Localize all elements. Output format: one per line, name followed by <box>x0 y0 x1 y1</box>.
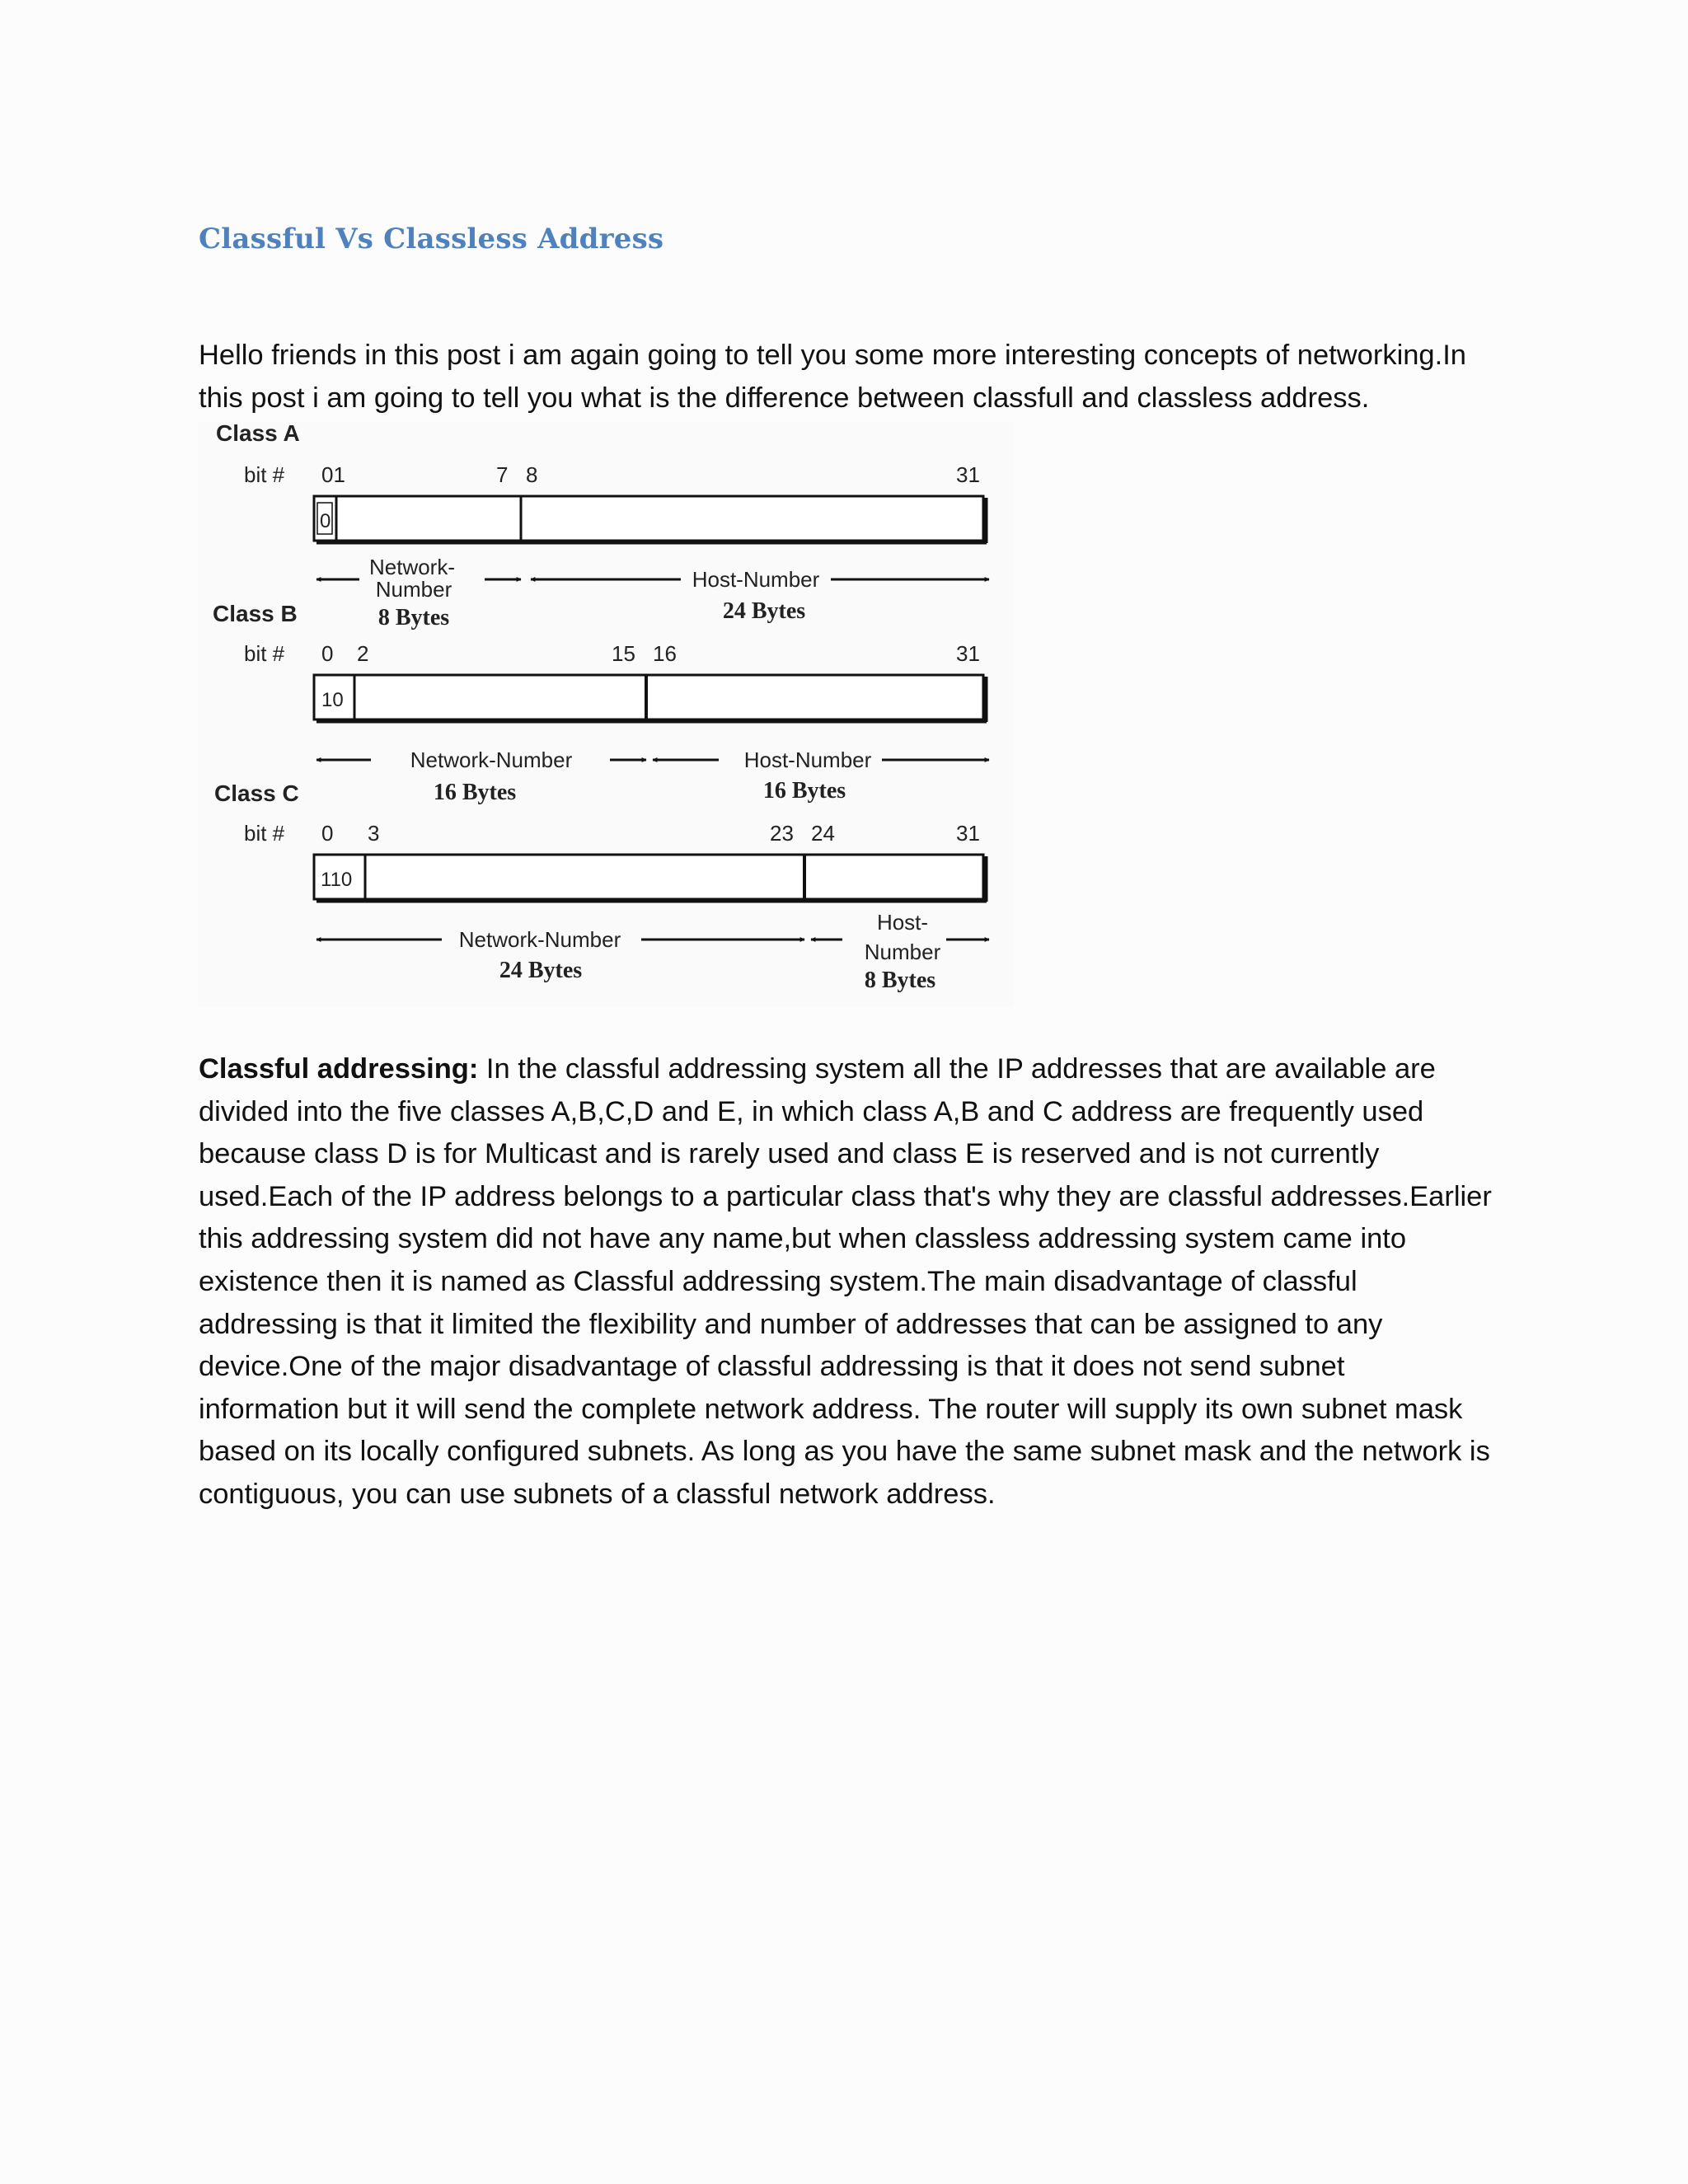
class-a-network-label-1: Network- <box>368 555 456 579</box>
ip-class-diagram <box>198 422 1014 1007</box>
class-b-bit-0: 0 <box>321 641 334 666</box>
class-c-host-bytes: 8 Bytes <box>864 968 936 993</box>
class-c-group <box>214 780 989 993</box>
class-a-bit-7: 7 <box>496 462 509 487</box>
class-b-network-label: Network-Number <box>410 748 573 772</box>
class-b-prefix: 10 <box>321 689 344 711</box>
class-a-host-bytes: 24 Bytes <box>722 598 806 624</box>
class-a-network-label-2: Number <box>375 577 452 602</box>
class-c-bit-3: 3 <box>368 821 380 846</box>
classful-paragraph <box>199 1048 1493 1516</box>
class-b-host-bytes: 16 Bytes <box>762 778 846 804</box>
class-b-bit-16: 16 <box>653 641 677 666</box>
class-c-host-label-1: Host- <box>876 910 929 935</box>
class-c-bit-23: 23 <box>770 821 794 846</box>
class-c-label: Class C <box>214 780 299 806</box>
document-title: Classful Vs Classless Address <box>199 223 664 255</box>
class-a-bit-label: bit # <box>244 462 285 487</box>
class-c-address-box <box>314 855 983 899</box>
class-a-label: Class A <box>216 422 300 446</box>
class-b-network-bytes: 16 Bytes <box>433 780 517 805</box>
class-c-network-bytes: 24 Bytes <box>499 958 583 983</box>
class-b-bit-31: 31 <box>956 641 980 666</box>
class-b-bit-label: bit # <box>244 641 285 666</box>
class-b-group <box>213 601 989 805</box>
class-a-host-label: Host-Number <box>692 567 820 592</box>
intro-paragraph: Hello friends in this post i am again going to tell you some more interesting concepts of networking.In this post i am going to tell you what is the difference between classfull and classless address. <box>199 340 1466 414</box>
class-a-prefix: 0 <box>320 510 331 532</box>
class-c-bit-31: 31 <box>956 821 980 846</box>
class-a-group <box>216 422 989 630</box>
class-c-network-label: Network-Number <box>458 927 621 952</box>
class-c-bit-0: 0 <box>321 821 334 846</box>
class-c-bit-label: bit # <box>244 821 285 846</box>
class-b-host-label: Host-Number <box>743 748 872 772</box>
class-a-bit-31: 31 <box>956 462 980 487</box>
classful-term: Classful addressing: <box>199 1053 479 1085</box>
class-b-label: Class B <box>213 601 298 626</box>
class-a-network-bytes: 8 Bytes <box>377 605 450 630</box>
class-b-bit-15: 15 <box>612 641 635 666</box>
class-a-bit-01: 01 <box>321 462 345 487</box>
class-c-bit-24: 24 <box>811 821 835 846</box>
classful-description: In the classful addressing system all the IP addresses that are available are divided into the five classes A,B,C,D and E, in which class A,B and C address are frequently used because class D is for Multicast and is rarely used and class E is reserved and is not currently used.Each of the IP address belongs to a particular class that's why they are classful addresses.Earlier this addressing system did not have any name,but when classless addressing system came into existence then it is named as Classful addressing system.The main disadvantage of classful addressing is that it limited the flexibility and number of addresses that can be assigned to any device.One of the major disadvantage of classful addressing is that it does not send subnet information but it will send the complete network address. The router will supply its own subnet mask based on its locally configured subnets. As long as you have the same subnet mask and the network is contiguous, you can use subnets of a classful network address. <box>199 1053 1492 1510</box>
class-c-prefix: 110 <box>321 869 353 891</box>
class-b-address-box <box>314 675 983 719</box>
class-c-host-label-2: Number <box>864 940 941 964</box>
class-b-bit-2: 2 <box>357 641 369 666</box>
class-a-address-box <box>314 496 983 541</box>
class-a-bit-8: 8 <box>526 462 538 487</box>
